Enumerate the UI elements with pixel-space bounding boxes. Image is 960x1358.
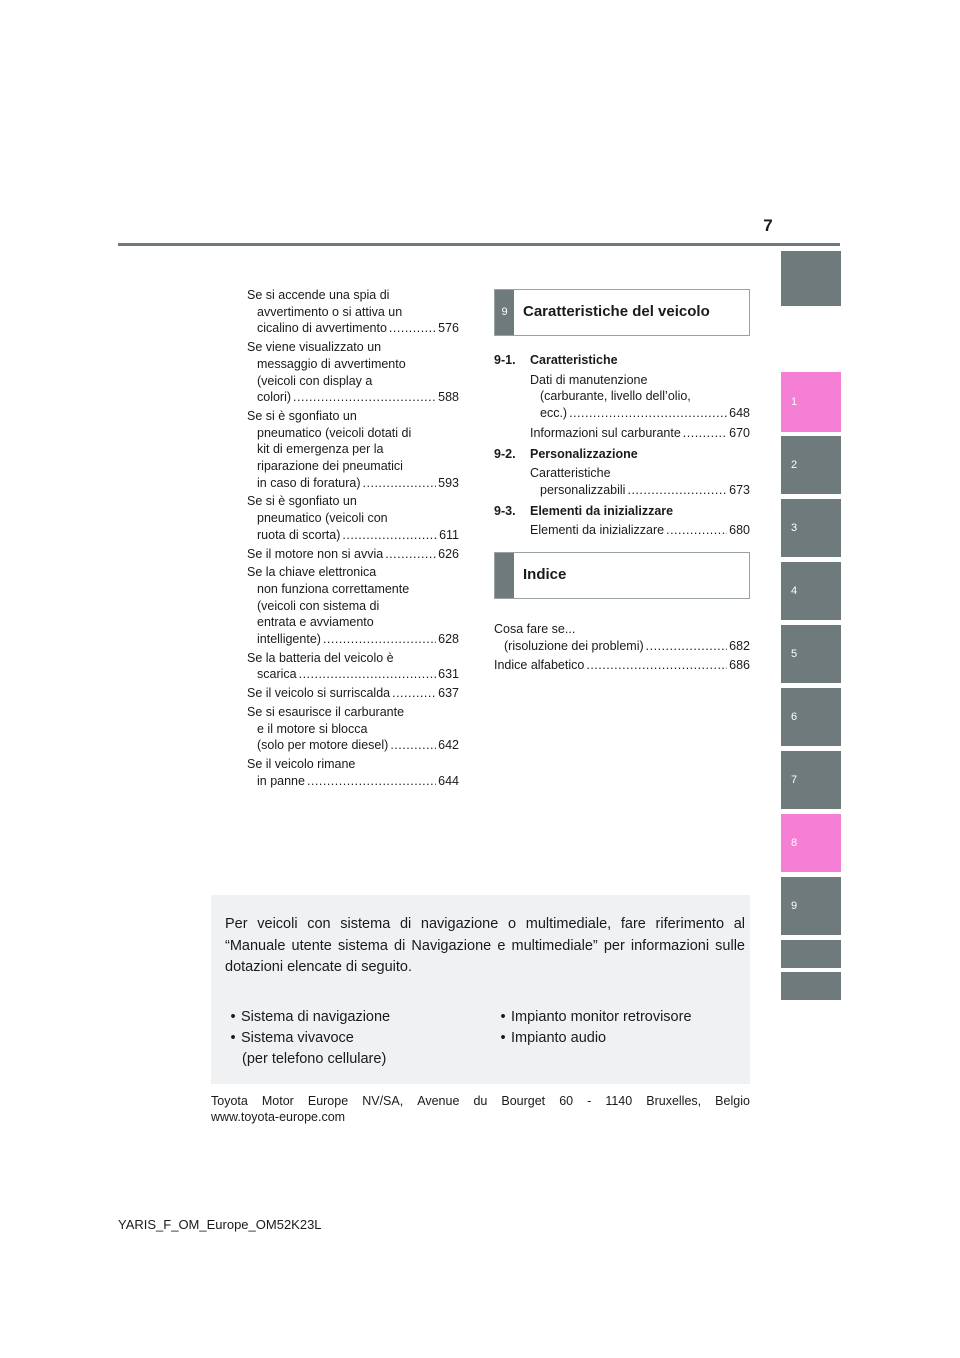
section-heading[interactable] <box>494 503 750 520</box>
toc-entry-line <box>494 638 750 655</box>
toc-entry-text: Se il veicolo rimane <box>247 756 356 771</box>
chapter-marker: 9 <box>495 290 514 335</box>
toc-page-number: 576 <box>438 321 459 336</box>
toc-entry-text: Cosa fare se... <box>494 622 576 637</box>
toc-entry-text: Se si esaurisce il carburante <box>247 704 405 719</box>
section-title: Elementi da inizializzare <box>530 503 674 518</box>
toc-entry[interactable] <box>530 465 750 498</box>
company-info <box>211 1093 750 1125</box>
toc-entry-line <box>530 482 750 499</box>
toc-entry[interactable] <box>247 408 459 492</box>
side-tab-9[interactable]: 9 <box>781 877 841 935</box>
chapter-9-header[interactable] <box>494 289 750 336</box>
toc-entry-line <box>247 685 459 702</box>
toc-page-number: 642 <box>438 738 459 753</box>
bullet-list-right <box>495 1007 692 1049</box>
toc-entry-line <box>247 737 459 754</box>
side-tab-2[interactable]: 2 <box>781 436 841 494</box>
bullet-item: • Sistema vivavoce <box>230 1030 354 1046</box>
toc-page-number: 637 <box>438 686 459 701</box>
header-rule <box>118 243 840 246</box>
troubleshooting-toc <box>247 287 459 791</box>
leader-dots <box>586 657 727 674</box>
toc-entry-text: scarica <box>257 667 297 682</box>
toc-entry[interactable] <box>530 425 750 442</box>
toc-page-number: 626 <box>438 546 459 561</box>
toc-entry-line <box>494 657 750 674</box>
toc-entry-line <box>247 320 459 337</box>
address-word: NV/SA, <box>362 1094 404 1108</box>
leader-dots <box>363 475 437 492</box>
address-word: Europe <box>307 1094 349 1108</box>
side-tab-3[interactable]: 3 <box>781 499 841 557</box>
toc-page-number: 628 <box>438 632 459 647</box>
address-word: du <box>473 1094 488 1108</box>
toc-entry-text: Se il veicolo si surriscalda <box>247 686 391 701</box>
toc-entry[interactable] <box>247 287 459 337</box>
info-text: Per veicoli con sistema di navigazione o multimediale, fare riferimento al “Manuale utente sistema di Navigazione e multimediale” per informazioni sulle dotazioni elencate di seguito. <box>225 916 745 975</box>
toc-entry[interactable] <box>247 493 459 543</box>
toc-entry-text: (risoluzione dei problemi) <box>504 638 644 653</box>
section-title: Caratteristiche <box>530 353 618 367</box>
toc-entry-text: avvertimento o si attiva un <box>257 304 403 319</box>
toc-entry-text: in panne <box>257 773 305 788</box>
bullet-item: • Impianto monitor retrovisore <box>500 1009 692 1025</box>
section-items <box>494 372 750 442</box>
toc-entry-text: Indice alfabetico <box>494 658 585 673</box>
toc-entry-text: Caratteristiche <box>530 466 611 481</box>
toc-entry-text: personalizzabili <box>540 482 626 497</box>
toc-entry-line <box>530 405 750 422</box>
leader-dots <box>666 522 727 539</box>
address-word: Avenue <box>417 1094 460 1108</box>
toc-entry-text: Se si accende una spia di <box>247 288 390 302</box>
side-tab-6[interactable]: 6 <box>781 688 841 746</box>
address-word: Bruxelles, <box>646 1094 702 1108</box>
address-word: Bourget <box>501 1094 546 1108</box>
toc-entry-text: entrata e avviamento <box>257 615 374 630</box>
bullet-item: • Impianto audio <box>500 1030 607 1046</box>
section-number: 9-3. <box>494 503 516 518</box>
side-tab-7[interactable]: 7 <box>781 751 841 809</box>
toc-entry-text: (veicoli con sistema di <box>257 598 380 613</box>
toc-page-number: 631 <box>438 667 459 682</box>
toc-page-number: 670 <box>729 425 750 440</box>
address-word: 1140 <box>605 1094 633 1108</box>
toc-entry-text: Informazioni sul carburante <box>530 425 681 440</box>
toc-entry-text: Dati di manutenzione <box>530 372 648 387</box>
toc-entry-line <box>247 773 459 790</box>
toc-page-number: 673 <box>729 482 750 497</box>
section-items <box>494 522 750 539</box>
toc-entry-line <box>247 546 459 563</box>
toc-entry[interactable] <box>494 657 750 674</box>
toc-entry-text: in caso di foratura) <box>257 475 361 490</box>
toc-entry-text: (solo per motore diesel) <box>257 738 389 753</box>
company-website[interactable]: www.toyota-europe.com <box>211 1110 346 1124</box>
toc-page-number: 648 <box>729 406 750 421</box>
index-marker <box>495 553 514 598</box>
leader-dots <box>385 546 436 563</box>
toc-entry-text: cicalino di avvertimento <box>257 321 387 336</box>
toc-entry[interactable] <box>247 650 459 683</box>
toc-entry-text: Se viene visualizzato un <box>247 340 382 355</box>
address-word: Toyota <box>211 1094 248 1108</box>
toc-entry[interactable] <box>247 564 459 648</box>
leader-dots <box>299 666 437 683</box>
section-title: Personalizzazione <box>530 446 638 461</box>
toc-page-number: 588 <box>438 390 459 405</box>
index-header[interactable] <box>494 552 750 599</box>
toc-entry-text: Elementi da inizializzare <box>530 523 665 538</box>
section-number: 9-2. <box>494 446 516 461</box>
bullet-item-continuation: (per telefono cellulare) <box>242 1051 387 1067</box>
address-word: - <box>587 1094 592 1108</box>
leader-dots <box>307 773 436 790</box>
toc-entry-text: messaggio di avvertimento <box>257 356 406 371</box>
toc-page-number: 644 <box>438 773 459 788</box>
side-tab-blank-top[interactable] <box>781 251 841 306</box>
toc-entry-text: ecc.) <box>540 406 568 421</box>
toc-page-number: 593 <box>438 475 459 490</box>
toc-page-number: 682 <box>729 638 750 653</box>
toc-entry[interactable] <box>247 339 459 406</box>
section-number: 9-1. <box>494 353 516 367</box>
index-entries <box>494 621 750 674</box>
leader-dots <box>293 389 436 406</box>
toc-entry[interactable] <box>247 685 459 702</box>
address-word: 60 <box>559 1094 574 1108</box>
toc-entry-text: e il motore si blocca <box>257 721 368 736</box>
info-box <box>211 895 750 1084</box>
page-number: 7 <box>763 216 773 235</box>
toc-entry-text: Se si è sgonfiato un <box>247 494 357 509</box>
toc-entry-text: (veicoli con display a <box>257 373 373 388</box>
toc-entry-line <box>247 389 459 406</box>
leader-dots <box>569 405 727 422</box>
section-heading[interactable] <box>494 352 750 369</box>
toc-entry-text: kit di emergenza per la <box>257 442 384 457</box>
leader-dots <box>392 685 436 702</box>
toc-entry[interactable] <box>530 522 750 539</box>
side-tab-1[interactable]: 1 <box>781 372 841 432</box>
side-tab-blank-b[interactable] <box>781 972 841 1000</box>
toc-entry-text: intelligente) <box>257 632 321 647</box>
address-word: Motor <box>261 1094 294 1108</box>
index-title: Indice <box>523 566 567 584</box>
bullet-item: • Sistema di navigazione <box>230 1009 391 1025</box>
chapter-title: Caratteristiche del veicolo <box>523 303 710 321</box>
chapter-toc <box>494 289 750 677</box>
toc-entry-line <box>247 666 459 683</box>
side-tab-8[interactable]: 8 <box>781 814 841 872</box>
side-tab-blank-a[interactable] <box>781 940 841 968</box>
section-heading[interactable] <box>494 446 750 463</box>
toc-entry-line <box>530 425 750 442</box>
leader-dots <box>683 425 727 442</box>
toc-entry-text: pneumatico (veicoli dotati di <box>257 425 412 440</box>
toc-entry[interactable] <box>530 372 750 422</box>
toc-entry-text: Se il motore non si avvia <box>247 546 384 561</box>
toc-entry-text: Se la batteria del veicolo è <box>247 650 394 665</box>
section-items <box>494 465 750 498</box>
side-tab-4[interactable]: 4 <box>781 562 841 620</box>
bullet-list-left <box>225 1007 390 1070</box>
toc-entry[interactable] <box>247 704 459 754</box>
toc-entry-text: colori) <box>257 390 292 405</box>
side-tab-5[interactable]: 5 <box>781 625 841 683</box>
toc-entry-text: riparazione dei pneumatici <box>257 459 403 474</box>
toc-entry-line <box>247 475 459 492</box>
address-word: Belgio <box>715 1094 750 1108</box>
toc-page-number: 686 <box>729 658 750 673</box>
toc-entry-line <box>247 631 459 648</box>
toc-entry-text: Se la chiave elettronica <box>247 565 377 580</box>
leader-dots <box>627 482 727 499</box>
document-code: YARIS_F_OM_Europe_OM52K23L <box>118 1217 322 1232</box>
leader-dots <box>323 631 436 648</box>
toc-entry-line <box>247 527 459 544</box>
toc-entry-line <box>530 522 750 539</box>
toc-entry-text: Se si è sgonfiato un <box>247 408 357 423</box>
toc-entry-text: non funziona correttamente <box>257 581 410 596</box>
toc-page-number: 680 <box>729 523 750 538</box>
toc-entry[interactable] <box>247 546 459 563</box>
toc-page-number: 611 <box>439 527 459 542</box>
leader-dots <box>342 527 437 544</box>
leader-dots <box>646 638 727 655</box>
leader-dots <box>389 320 436 337</box>
leader-dots <box>390 737 436 754</box>
toc-entry[interactable] <box>247 756 459 789</box>
toc-entry-text: ruota di scorta) <box>257 527 341 542</box>
company-address <box>211 1093 750 1109</box>
toc-entry-text: (carburante, livello dell’olio, <box>540 389 691 404</box>
toc-entry-text: pneumatico (veicoli con <box>257 511 388 526</box>
chapter-sections <box>494 352 750 539</box>
toc-entry[interactable] <box>494 621 750 654</box>
